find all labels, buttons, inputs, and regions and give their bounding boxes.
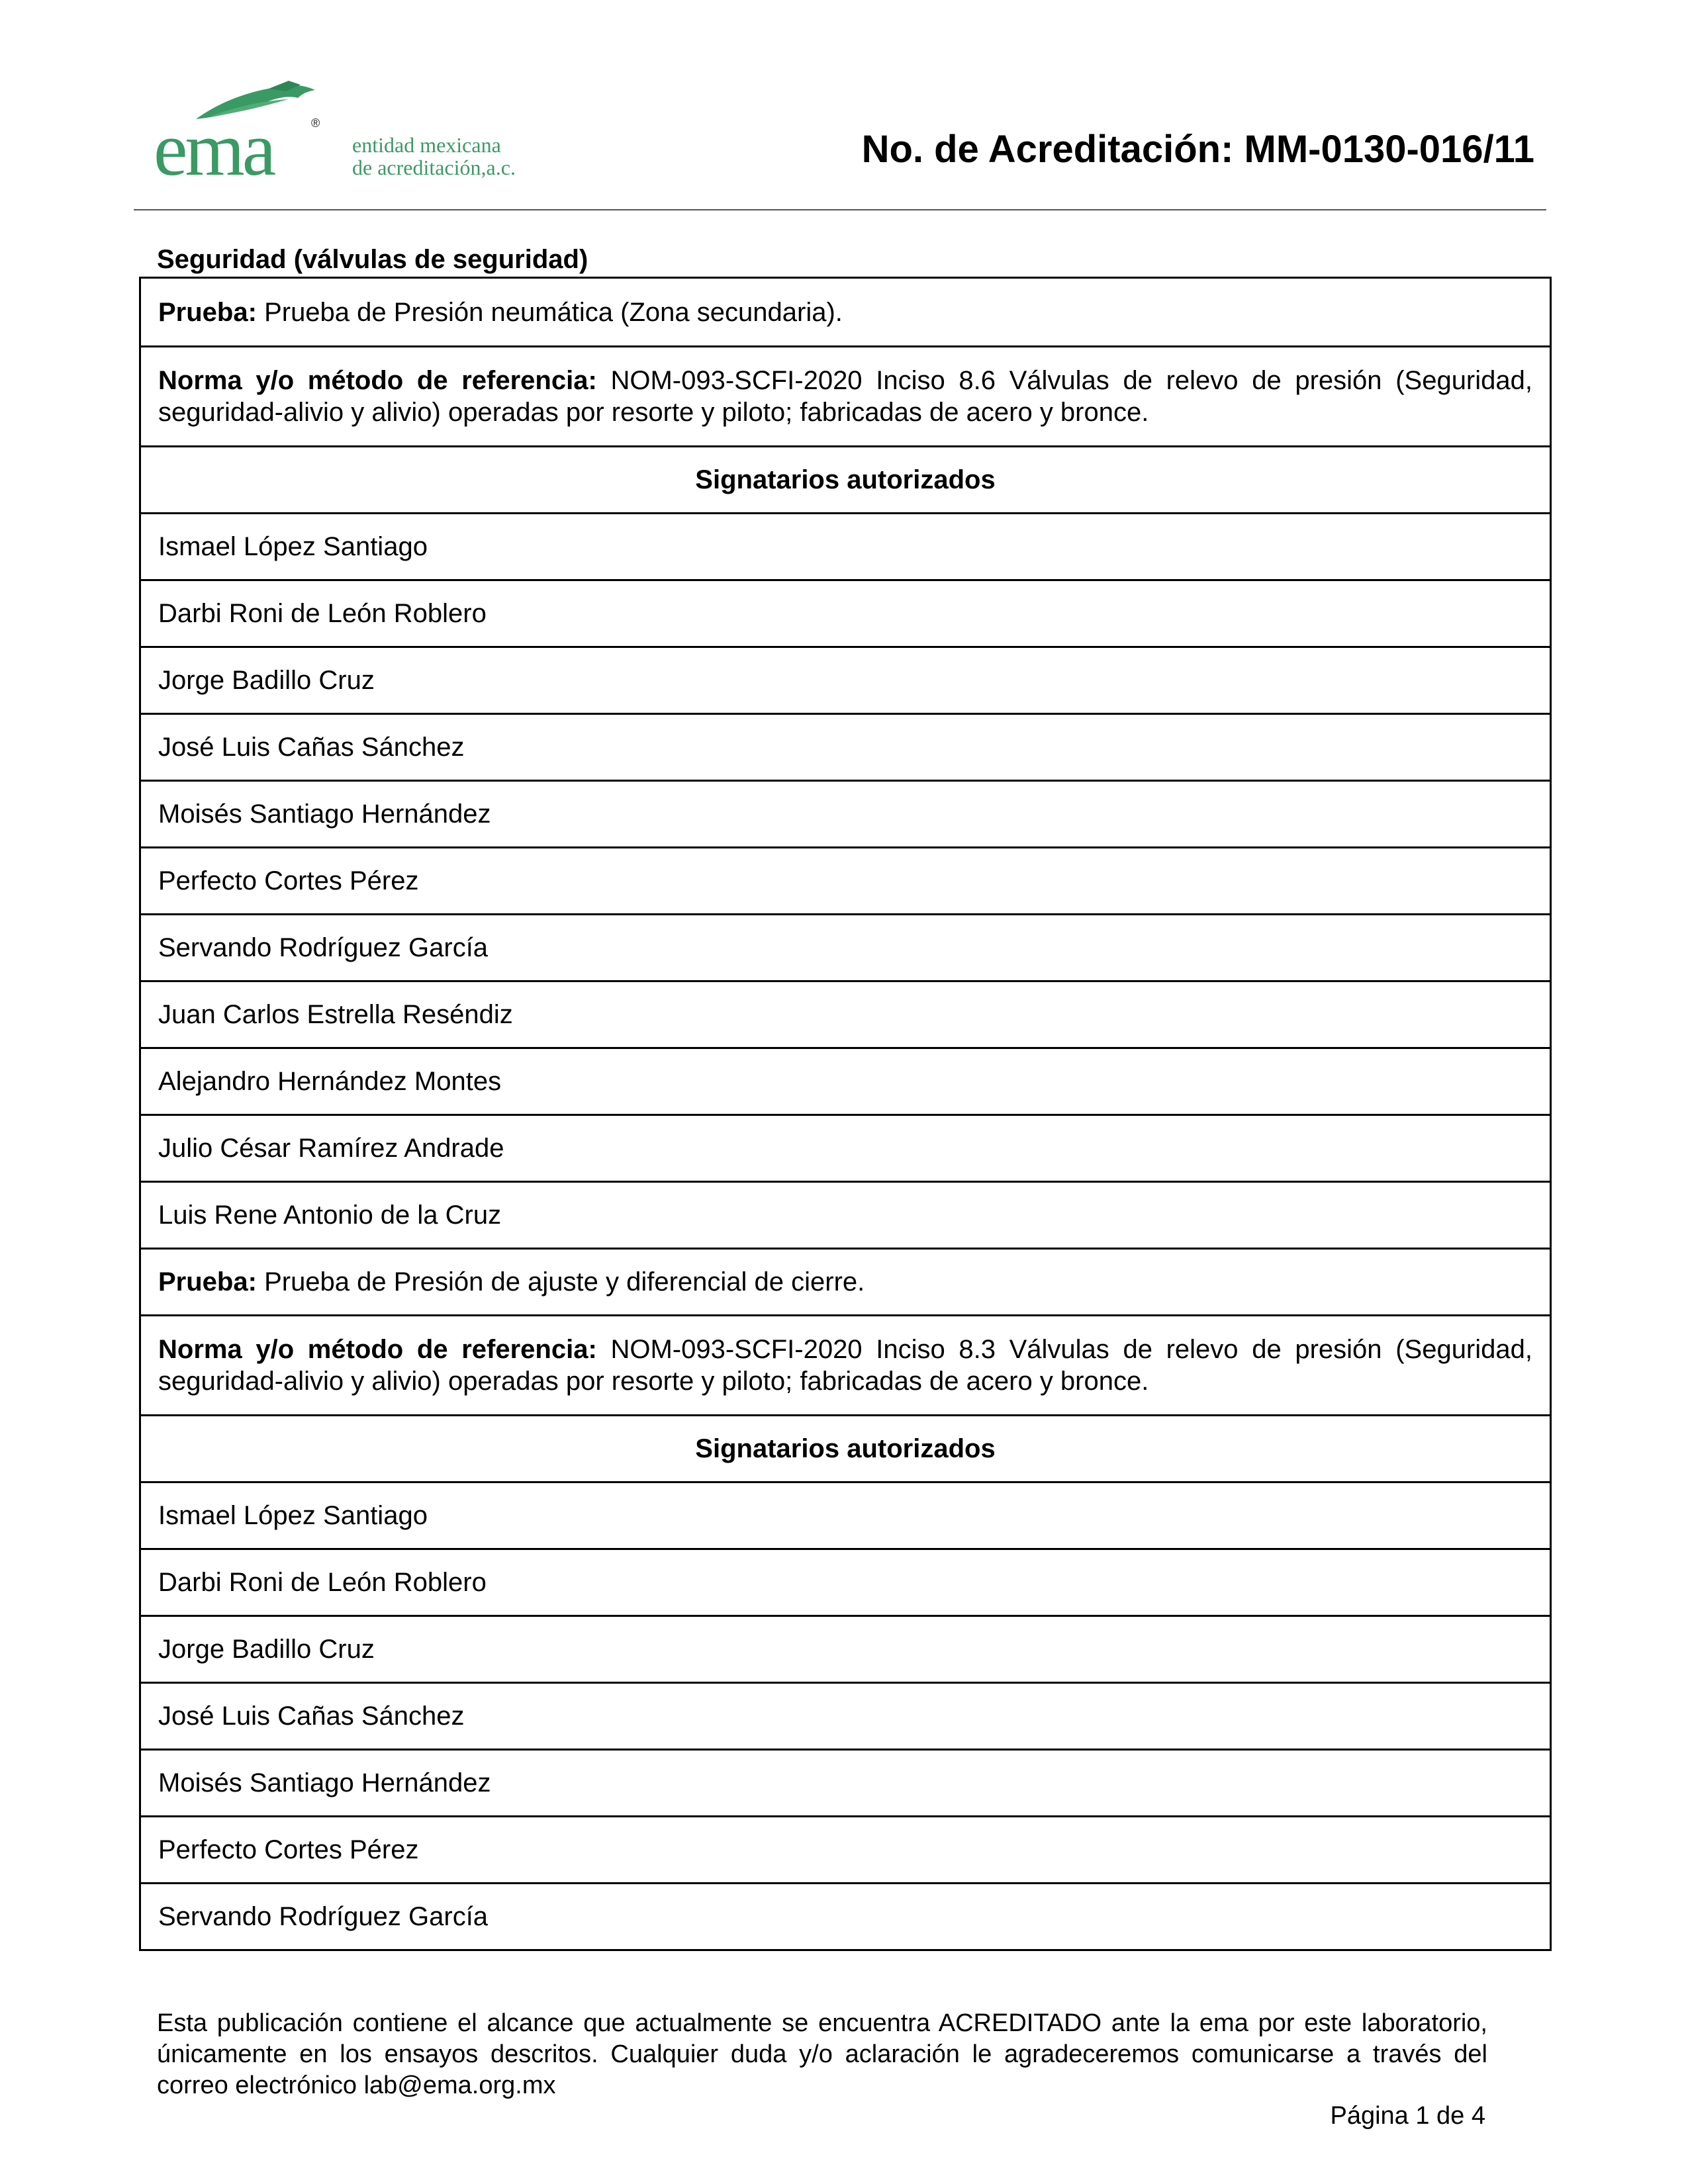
signatory-row: Moisés Santiago Hernández [141, 1749, 1550, 1815]
test-value: Prueba de Presión de ajuste y diferencial de cierre. [264, 1267, 865, 1297]
header-divider [134, 209, 1546, 210]
signatory-row: Alejandro Hernández Montes [141, 1047, 1550, 1114]
signatory-row: Jorge Badillo Cruz [141, 1615, 1550, 1682]
test-label: Prueba: [158, 1267, 257, 1297]
signatory-row: Julio César Ramírez Andrade [141, 1114, 1550, 1181]
test-row [141, 279, 1550, 345]
logo-subtitle-line-1: entidad mexicana [352, 133, 501, 157]
registered-mark: ® [311, 116, 320, 130]
signatory-row: Darbi Roni de León Roblero [141, 1548, 1550, 1615]
norm-row [141, 1314, 1550, 1414]
norm-row [141, 345, 1550, 445]
test-value: Prueba de Presión neumática (Zona secundaria). [264, 297, 843, 327]
scope-table [139, 277, 1552, 1951]
signatory-row: Perfecto Cortes Pérez [141, 1815, 1550, 1882]
norm-label: Norma y/o método de referencia: [158, 1335, 597, 1364]
norm-label: Norma y/o método de referencia: [158, 366, 597, 395]
signatory-row: Servando Rodríguez García [141, 913, 1550, 980]
signatory-row: Luis Rene Antonio de la Cruz [141, 1181, 1550, 1248]
norm-value: NOM-093-SCFI-2020 Inciso 8.6 Válvulas de relevo de presión (Seguridad, seguridad-alivio y alivio) operadas por resorte y piloto; fabricadas de acero y bronce. [158, 366, 1532, 427]
signatories-header: Signatarios autorizados [141, 445, 1550, 512]
ema-logo [148, 78, 572, 192]
signatory-row: Ismael López Santiago [141, 1481, 1550, 1548]
logo-subtitle [352, 134, 577, 179]
test-row [141, 1248, 1550, 1314]
norm-value: NOM-093-SCFI-2020 Inciso 8.3 Válvulas de relevo de presión (Seguridad, seguridad-alivio y alivio) operadas por resorte y piloto; fabricadas de acero y bronce. [158, 1335, 1532, 1396]
signatory-row: Jorge Badillo Cruz [141, 646, 1550, 713]
page-number: Página 1 de 4 [1330, 2102, 1485, 2130]
section-title: Seguridad (válvulas de seguridad) [157, 245, 588, 274]
signatory-row: José Luis Cañas Sánchez [141, 713, 1550, 780]
signatory-row: Perfecto Cortes Pérez [141, 846, 1550, 913]
signatory-row: Moisés Santiago Hernández [141, 780, 1550, 846]
signatory-row: Servando Rodríguez García [141, 1882, 1550, 1949]
signatory-row: Juan Carlos Estrella Reséndiz [141, 980, 1550, 1047]
signatory-row: Darbi Roni de León Roblero [141, 579, 1550, 646]
accreditation-number: No. de Acreditación: MM-0130-016/11 [861, 128, 1534, 171]
signatory-row: Ismael López Santiago [141, 512, 1550, 579]
signatories-header: Signatarios autorizados [141, 1414, 1550, 1481]
test-label: Prueba: [158, 297, 257, 327]
footer-note: Esta publicación contiene el alcance que actualmente se encuentra ACREDITADO ante la ema por este laboratorio, únicamente en los ensayos descritos. Cualquier duda y/o aclaración le agradeceremos comunicarse a través del correo electrónico lab@ema.org.mx [157, 2009, 1487, 2099]
logo-subtitle-line-2: de acreditación,a.c. [352, 156, 516, 179]
signatory-row: José Luis Cañas Sánchez [141, 1682, 1550, 1749]
logo-wordmark: ema [154, 107, 274, 192]
